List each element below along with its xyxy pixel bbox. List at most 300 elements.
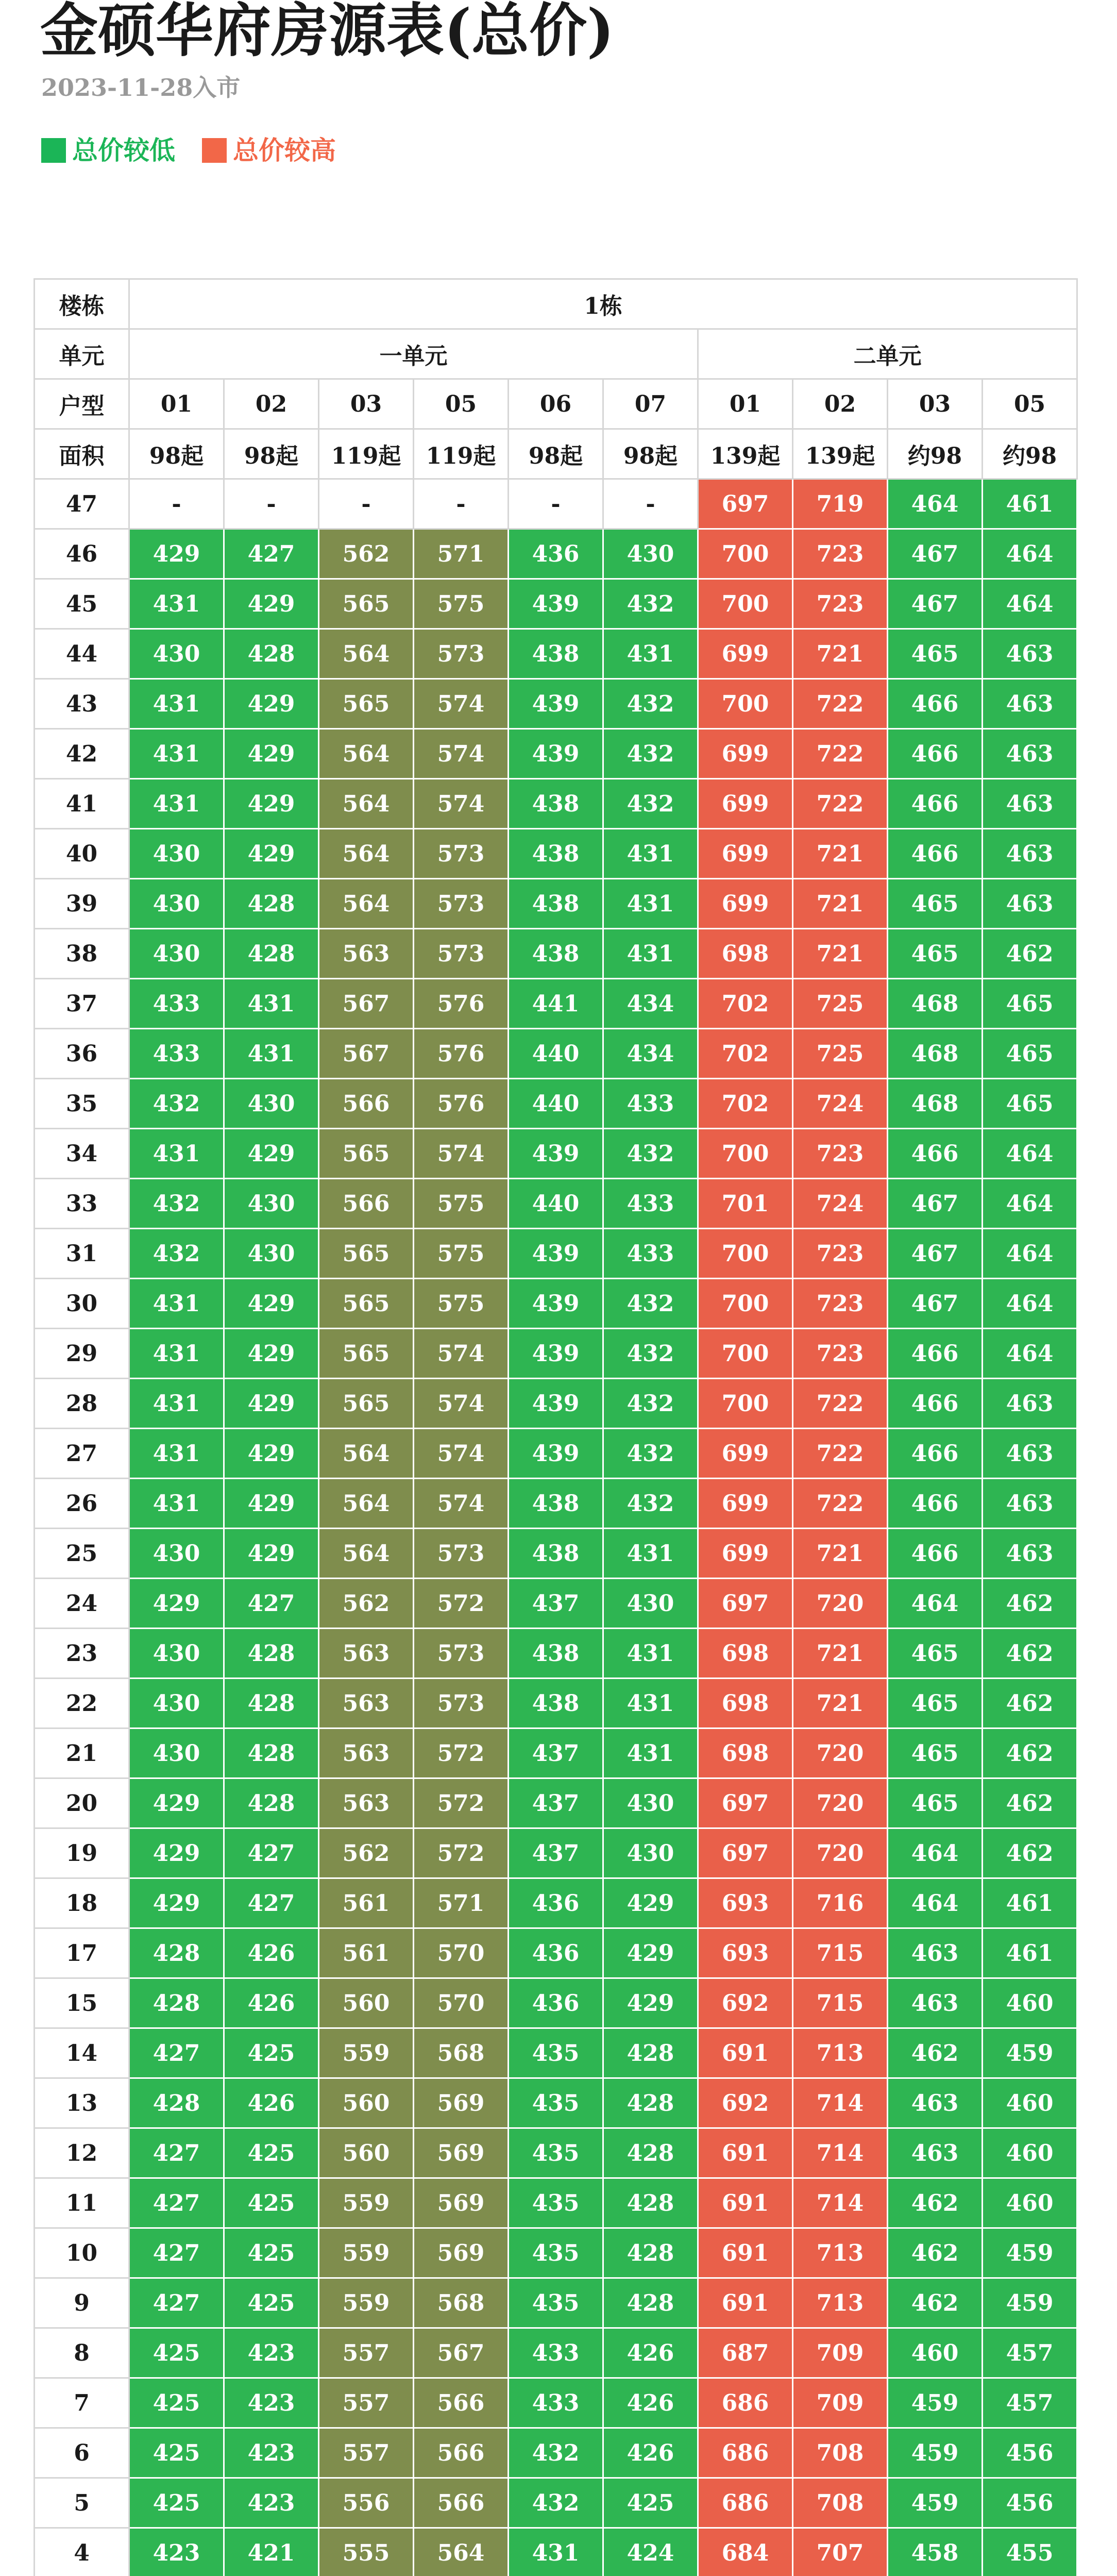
legend-swatch-low: [41, 138, 66, 163]
price-cell: 464: [983, 1229, 1077, 1279]
price-cell: 562: [319, 1828, 414, 1878]
price-cell: 430: [129, 929, 224, 979]
price-cell: 430: [129, 879, 224, 929]
price-cell: 427: [224, 529, 319, 579]
price-cell: 431: [224, 1029, 319, 1079]
price-cell: 462: [888, 2178, 983, 2228]
price-cell: 564: [319, 829, 414, 879]
price-cell: 702: [698, 979, 793, 1029]
price-cell: 557: [319, 2428, 414, 2478]
floor-row: [35, 1479, 1077, 1529]
price-cell: 700: [698, 1129, 793, 1179]
price-cell: 432: [603, 729, 698, 779]
price-cell: 722: [793, 679, 888, 729]
price-cell: 698: [698, 1728, 793, 1778]
price-cell: 702: [698, 1029, 793, 1079]
price-cell: 426: [603, 2378, 698, 2428]
price-cell: 568: [414, 2028, 509, 2078]
price-cell: 423: [224, 2428, 319, 2478]
price-cell: 431: [224, 979, 319, 1029]
price-cell: 463: [888, 1978, 983, 2028]
price-cell: 429: [129, 1778, 224, 1828]
price-cell: 456: [983, 2428, 1077, 2478]
price-cell: 460: [983, 2078, 1077, 2128]
price-cell: 698: [698, 929, 793, 979]
price-cell: 425: [224, 2278, 319, 2328]
floor-label: 26: [35, 1479, 129, 1529]
header-row-unit: [35, 329, 1077, 379]
price-cell: 438: [509, 1629, 603, 1679]
price-cell: 438: [509, 779, 603, 829]
price-cell: 699: [698, 1479, 793, 1529]
price-cell: 428: [224, 1679, 319, 1728]
price-cell: 430: [129, 629, 224, 679]
price-cell: 698: [698, 1629, 793, 1679]
price-cell: 565: [319, 1129, 414, 1179]
price-cell: 427: [224, 1579, 319, 1629]
price-cell: 571: [414, 1878, 509, 1928]
price-cell: 575: [414, 1179, 509, 1229]
floor-label: 47: [35, 479, 129, 529]
price-cell: 467: [888, 1179, 983, 1229]
price-cell: 428: [603, 2128, 698, 2178]
price-cell: 432: [603, 1329, 698, 1379]
price-cell: 575: [414, 579, 509, 629]
price-cell: 434: [603, 1029, 698, 1079]
floor-label: 10: [35, 2228, 129, 2278]
price-cell: 467: [888, 1279, 983, 1329]
room-type-cell: 03: [888, 379, 983, 429]
price-cell: 438: [509, 1479, 603, 1529]
floor-row: [35, 2028, 1077, 2078]
price-cell: 720: [793, 1728, 888, 1778]
price-cell: 466: [888, 1529, 983, 1579]
price-cell: 564: [319, 1479, 414, 1529]
price-cell: 722: [793, 1479, 888, 1529]
price-cell: 721: [793, 629, 888, 679]
row-label-building: 楼栋: [35, 279, 129, 329]
price-cell: 464: [888, 1828, 983, 1878]
price-cell: 438: [509, 929, 603, 979]
price-cell: 559: [319, 2178, 414, 2228]
price-cell: 432: [603, 579, 698, 629]
price-cell: 439: [509, 579, 603, 629]
price-cell: 466: [888, 1429, 983, 1479]
price-cell: 715: [793, 1978, 888, 2028]
price-cell: 465: [983, 1079, 1077, 1129]
floor-label: 28: [35, 1379, 129, 1429]
price-cell: 431: [129, 779, 224, 829]
price-cell: 698: [698, 1679, 793, 1728]
floor-row: [35, 1379, 1077, 1429]
floor-row: [35, 2428, 1077, 2478]
price-cell: 430: [603, 1828, 698, 1878]
price-cell: 713: [793, 2228, 888, 2278]
floor-label: 20: [35, 1778, 129, 1828]
floor-label: 30: [35, 1279, 129, 1329]
price-cell: 429: [224, 1379, 319, 1429]
price-cell: 465: [888, 1778, 983, 1828]
price-cell: 699: [698, 829, 793, 879]
floor-label: 43: [35, 679, 129, 729]
price-cell: 693: [698, 1928, 793, 1978]
floor-label: 4: [35, 2528, 129, 2576]
price-cell: 461: [983, 1928, 1077, 1978]
price-cell: 464: [983, 529, 1077, 579]
price-cell: 692: [698, 1978, 793, 2028]
floor-label: 5: [35, 2478, 129, 2528]
price-cell: 559: [319, 2228, 414, 2278]
floor-row: [35, 1728, 1077, 1778]
price-cell: 714: [793, 2078, 888, 2128]
floor-row: [35, 729, 1077, 779]
price-cell: 426: [224, 1978, 319, 2028]
price-cell: 463: [983, 1379, 1077, 1429]
floor-row: [35, 1679, 1077, 1728]
price-cell: 563: [319, 1778, 414, 1828]
price-cell: 425: [224, 2028, 319, 2078]
floor-row: [35, 1229, 1077, 1279]
price-cell: 427: [129, 2128, 224, 2178]
floor-label: 17: [35, 1928, 129, 1978]
price-cell: 564: [319, 779, 414, 829]
price-cell: 566: [414, 2378, 509, 2428]
building-name: 1栋: [129, 279, 1077, 329]
price-cell: 432: [603, 679, 698, 729]
price-cell: 455: [983, 2528, 1077, 2576]
price-cell: 699: [698, 1529, 793, 1579]
price-cell: 464: [888, 1579, 983, 1629]
price-cell: 432: [509, 2478, 603, 2528]
floor-row: [35, 979, 1077, 1029]
floor-row: [35, 1579, 1077, 1629]
price-cell: 569: [414, 2178, 509, 2228]
price-cell: 464: [983, 579, 1077, 629]
floor-label: 45: [35, 579, 129, 629]
launch-date: 2023-11-28入市: [41, 74, 241, 101]
price-cell: 563: [319, 1629, 414, 1679]
price-cell: 721: [793, 1629, 888, 1679]
price-cell: 691: [698, 2028, 793, 2078]
price-cell: 463: [983, 1479, 1077, 1529]
price-cell: 465: [888, 629, 983, 679]
price-cell: 431: [603, 629, 698, 679]
room-type-cell: 02: [793, 379, 888, 429]
price-cell: 697: [698, 479, 793, 529]
price-cell: 556: [319, 2478, 414, 2528]
price-cell: 429: [129, 1579, 224, 1629]
price-cell: 432: [509, 2428, 603, 2478]
floor-row: [35, 2278, 1077, 2328]
price-cell: 429: [129, 1828, 224, 1878]
empty-price-cell: -: [129, 479, 224, 529]
price-cell: 465: [888, 1728, 983, 1778]
price-cell: 570: [414, 1978, 509, 2028]
price-cell: 438: [509, 829, 603, 879]
floor-row: [35, 2078, 1077, 2128]
price-cell: 428: [224, 1778, 319, 1828]
floor-label: 35: [35, 1079, 129, 1129]
floor-label: 34: [35, 1129, 129, 1179]
price-cell: 465: [983, 1029, 1077, 1079]
price-cell: 429: [129, 1878, 224, 1928]
price-cell: 573: [414, 1629, 509, 1679]
floor-row: [35, 1279, 1077, 1329]
empty-price-cell: -: [603, 479, 698, 529]
price-cell: 433: [129, 979, 224, 1029]
price-cell: 438: [509, 1679, 603, 1728]
price-cell: 439: [509, 1279, 603, 1329]
price-cell: 428: [224, 879, 319, 929]
price-cell: 691: [698, 2278, 793, 2328]
price-cell: 440: [509, 1079, 603, 1129]
price-cell: 432: [129, 1179, 224, 1229]
price-cell: 433: [603, 1079, 698, 1129]
price-cell: 435: [509, 2278, 603, 2328]
price-cell: 719: [793, 479, 888, 529]
price-cell: 435: [509, 2128, 603, 2178]
price-cell: 429: [224, 679, 319, 729]
price-cell: 431: [509, 2528, 603, 2576]
price-cell: 425: [603, 2478, 698, 2528]
price-cell: 561: [319, 1878, 414, 1928]
floor-row: [35, 529, 1077, 579]
price-cell: 570: [414, 1928, 509, 1978]
legend-swatch-high: [202, 138, 227, 163]
price-cell: 430: [129, 1629, 224, 1679]
price-cell: 461: [983, 1878, 1077, 1928]
floor-label: 44: [35, 629, 129, 679]
price-cell: 693: [698, 1878, 793, 1928]
price-cell: 464: [888, 1878, 983, 1928]
price-cell: 421: [224, 2528, 319, 2576]
price-cell: 459: [983, 2228, 1077, 2278]
price-cell: 464: [983, 1279, 1077, 1329]
price-cell: 460: [983, 1978, 1077, 2028]
price-cell: 462: [888, 2028, 983, 2078]
price-cell: 438: [509, 879, 603, 929]
price-cell: 462: [983, 929, 1077, 979]
price-cell: 435: [509, 2228, 603, 2278]
floor-label: 41: [35, 779, 129, 829]
price-cell: 468: [888, 1079, 983, 1129]
floor-label: 9: [35, 2278, 129, 2328]
area-cell: 约98: [983, 429, 1077, 479]
price-cell: 432: [603, 1479, 698, 1529]
price-cell: 431: [129, 1129, 224, 1179]
price-cell: 724: [793, 1179, 888, 1229]
price-cell: 430: [129, 1529, 224, 1579]
room-type-cell: 02: [224, 379, 319, 429]
unit-name-1: 一单元: [129, 329, 698, 379]
price-cell: 463: [983, 679, 1077, 729]
floor-label: 21: [35, 1728, 129, 1778]
floor-row: [35, 1629, 1077, 1679]
floor-label: 39: [35, 879, 129, 929]
floor-row: [35, 779, 1077, 829]
price-cell: 463: [888, 1928, 983, 1978]
price-cell: 684: [698, 2528, 793, 2576]
price-cell: 720: [793, 1778, 888, 1828]
price-cell: 574: [414, 1429, 509, 1479]
price-cell: 700: [698, 1379, 793, 1429]
floor-row: [35, 1329, 1077, 1379]
price-cell: 555: [319, 2528, 414, 2576]
price-cell: 573: [414, 1679, 509, 1728]
price-cell: 463: [983, 829, 1077, 879]
room-type-cell: 07: [603, 379, 698, 429]
price-cell: 428: [129, 1928, 224, 1978]
price-cell: 562: [319, 529, 414, 579]
price-cell: 708: [793, 2478, 888, 2528]
price-cell: 468: [888, 979, 983, 1029]
price-cell: 714: [793, 2128, 888, 2178]
price-cell: 686: [698, 2378, 793, 2428]
price-cell: 723: [793, 529, 888, 579]
price-cell: 432: [129, 1079, 224, 1129]
floor-row: [35, 1529, 1077, 1579]
area-cell: 139起: [698, 429, 793, 479]
empty-price-cell: -: [319, 479, 414, 529]
price-cell: 429: [603, 1978, 698, 2028]
price-cell: 713: [793, 2028, 888, 2078]
price-cell: 433: [129, 1029, 224, 1079]
floor-row: [35, 2528, 1077, 2576]
price-cell: 462: [888, 2228, 983, 2278]
row-label-area: 面积: [35, 429, 129, 479]
price-cell: 429: [224, 579, 319, 629]
price-cell: 720: [793, 1579, 888, 1629]
floor-label: 27: [35, 1429, 129, 1479]
price-cell: 564: [319, 1529, 414, 1579]
price-cell: 723: [793, 1229, 888, 1279]
floor-label: 19: [35, 1828, 129, 1878]
floor-row: [35, 2328, 1077, 2378]
floor-label: 38: [35, 929, 129, 979]
price-cell: 563: [319, 929, 414, 979]
floor-label: 14: [35, 2028, 129, 2078]
price-cell: 460: [983, 2178, 1077, 2228]
price-cell: 436: [509, 1978, 603, 2028]
price-cell: 699: [698, 729, 793, 779]
price-cell: 568: [414, 2278, 509, 2328]
price-cell: 432: [603, 1129, 698, 1179]
price-cell: 574: [414, 1479, 509, 1529]
price-cell: 574: [414, 1379, 509, 1429]
price-cell: 713: [793, 2278, 888, 2328]
legend-label-high: 总价较高: [233, 135, 336, 165]
price-cell: 463: [983, 779, 1077, 829]
price-cell: 707: [793, 2528, 888, 2576]
price-cell: 459: [983, 2028, 1077, 2078]
floor-label: 24: [35, 1579, 129, 1629]
price-cell: 697: [698, 1579, 793, 1629]
price-cell: 425: [129, 2328, 224, 2378]
price-cell: 699: [698, 779, 793, 829]
price-cell: 433: [603, 1229, 698, 1279]
price-cell: 428: [603, 2278, 698, 2328]
price-cell: 565: [319, 1329, 414, 1379]
floor-label: 13: [35, 2078, 129, 2128]
price-cell: 557: [319, 2328, 414, 2378]
price-cell: 425: [129, 2478, 224, 2528]
floor-row: [35, 1129, 1077, 1179]
price-cell: 722: [793, 1429, 888, 1479]
floor-row: [35, 1928, 1077, 1978]
price-cell: 435: [509, 2078, 603, 2128]
price-cell: 462: [983, 1629, 1077, 1679]
price-cell: 423: [129, 2528, 224, 2576]
price-cell: 564: [319, 1429, 414, 1479]
price-cell: 567: [414, 2328, 509, 2378]
price-cell: 563: [319, 1679, 414, 1728]
price-cell: 428: [603, 2028, 698, 2078]
floor-row: [35, 1828, 1077, 1878]
price-table-body: [35, 279, 1077, 2576]
floor-label: 8: [35, 2328, 129, 2378]
price-cell: 433: [509, 2378, 603, 2428]
empty-price-cell: -: [224, 479, 319, 529]
price-cell: 686: [698, 2478, 793, 2528]
price-cell: 701: [698, 1179, 793, 1229]
price-cell: 463: [983, 1429, 1077, 1479]
price-cell: 458: [888, 2528, 983, 2576]
price-cell: 423: [224, 2378, 319, 2428]
price-cell: 572: [414, 1778, 509, 1828]
price-cell: 438: [509, 1529, 603, 1579]
price-cell: 702: [698, 1079, 793, 1129]
floor-label: 18: [35, 1878, 129, 1928]
price-cell: 463: [983, 729, 1077, 779]
price-cell: 467: [888, 1229, 983, 1279]
area-cell: 约98: [888, 429, 983, 479]
price-cell: 576: [414, 1079, 509, 1129]
price-cell: 725: [793, 1029, 888, 1079]
price-cell: 571: [414, 529, 509, 579]
price-cell: 697: [698, 1778, 793, 1828]
price-cell: 462: [983, 1828, 1077, 1878]
price-cell: 430: [224, 1229, 319, 1279]
price-cell: 439: [509, 1429, 603, 1479]
price-cell: 714: [793, 2178, 888, 2228]
price-cell: 567: [319, 1029, 414, 1079]
floor-label: 6: [35, 2428, 129, 2478]
price-cell: 557: [319, 2378, 414, 2428]
price-cell: 431: [129, 1329, 224, 1379]
price-cell: 574: [414, 1129, 509, 1179]
price-cell: 429: [603, 1878, 698, 1928]
price-cell: 430: [129, 829, 224, 879]
floor-label: 46: [35, 529, 129, 579]
price-cell: 429: [224, 1279, 319, 1329]
price-cell: 691: [698, 2178, 793, 2228]
price-cell: 433: [509, 2328, 603, 2378]
price-cell: 575: [414, 1229, 509, 1279]
price-cell: 457: [983, 2328, 1077, 2378]
price-cell: 431: [603, 929, 698, 979]
price-cell: 428: [603, 2228, 698, 2278]
price-cell: 429: [224, 1429, 319, 1479]
price-cell: 439: [509, 1129, 603, 1179]
price-cell: 574: [414, 729, 509, 779]
floor-row: [35, 479, 1077, 529]
price-cell: 428: [603, 2178, 698, 2228]
room-type-cell: 01: [698, 379, 793, 429]
price-cell: 437: [509, 1828, 603, 1878]
price-cell: 566: [414, 2478, 509, 2528]
price-cell: 687: [698, 2328, 793, 2378]
price-cell: 564: [414, 2528, 509, 2576]
